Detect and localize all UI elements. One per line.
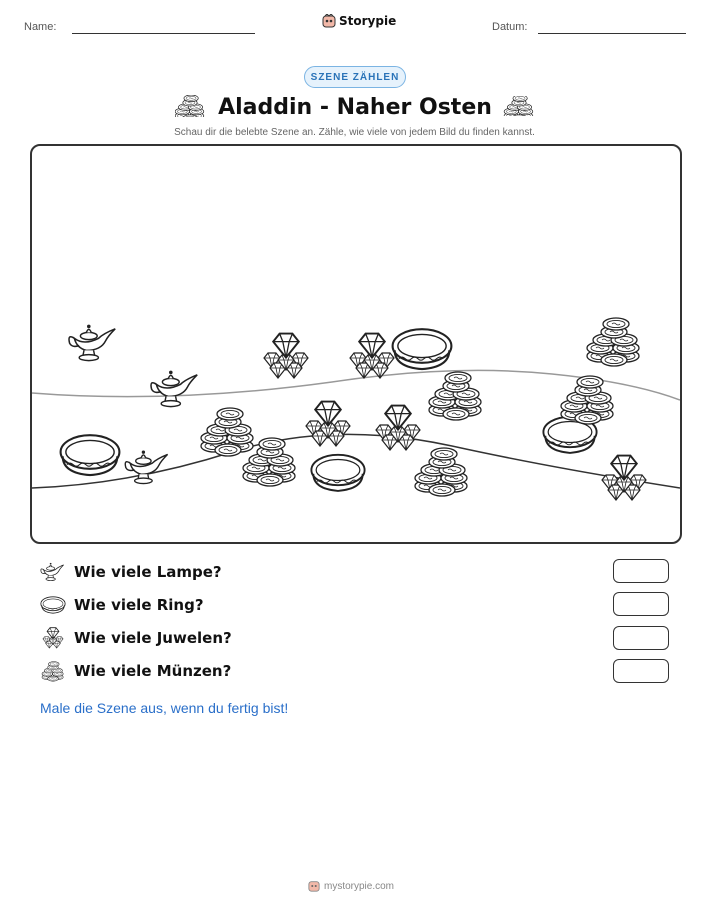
answer-box[interactable] <box>613 659 669 683</box>
question-row <box>40 561 222 583</box>
date-line[interactable] <box>538 33 686 34</box>
lamp-icon <box>40 561 66 583</box>
name-label: Name: <box>24 21 57 33</box>
question-label: Wie viele Lampe? <box>74 563 222 581</box>
coins-item <box>429 372 481 420</box>
jewels-item <box>602 456 646 500</box>
coins-icon <box>503 96 535 116</box>
scene-count-badge: SZENE ZÄHLEN <box>304 66 406 88</box>
coloring-note: Male die Szene aus, wenn du fertig bist! <box>40 700 289 716</box>
ring-icon <box>40 594 66 616</box>
date-label: Datum: <box>492 21 528 33</box>
coins-icon <box>40 660 66 682</box>
question-row <box>40 660 231 682</box>
jewels-item <box>264 334 308 378</box>
question-label: Wie viele Münzen? <box>74 662 232 680</box>
instructions: Schau dir die belebte Szene an. Zähle, wie viele von jedem Bild du finden kannst. <box>174 127 535 138</box>
question-row <box>40 594 204 616</box>
lamp-item <box>69 325 115 361</box>
ring-item <box>311 455 364 491</box>
question-row <box>40 627 232 649</box>
brand-logo <box>322 14 396 28</box>
answer-box[interactable] <box>613 626 669 650</box>
question-label: Wie viele Juwelen? <box>74 629 232 647</box>
scene-panel[interactable] <box>30 144 682 544</box>
name-line[interactable] <box>72 33 255 34</box>
coins-item <box>587 318 639 366</box>
coins-icon <box>175 95 205 117</box>
answer-box[interactable] <box>613 592 669 616</box>
brand-name: Storypie <box>339 14 397 28</box>
storypie-logo-icon <box>322 14 336 28</box>
answer-box[interactable] <box>613 559 669 583</box>
jewels-item <box>306 402 350 446</box>
ring-item <box>61 435 120 475</box>
scene-illustration <box>32 146 680 542</box>
question-label: Wie viele Ring? <box>74 596 204 614</box>
jewels-item <box>376 406 420 450</box>
lamp-item <box>125 451 167 484</box>
ring-item <box>393 329 452 369</box>
footer-site-text: mystorypie.com <box>324 880 395 892</box>
jewels-icon <box>40 627 66 649</box>
coins-item <box>201 408 253 456</box>
footer-site <box>308 880 394 892</box>
page-title: Aladdin - Naher Osten <box>218 95 492 120</box>
jewels-item <box>350 334 394 378</box>
coins-item <box>561 376 613 424</box>
coins-item <box>415 448 467 496</box>
lamp-item <box>151 371 197 407</box>
storypie-logo-icon <box>308 880 320 892</box>
